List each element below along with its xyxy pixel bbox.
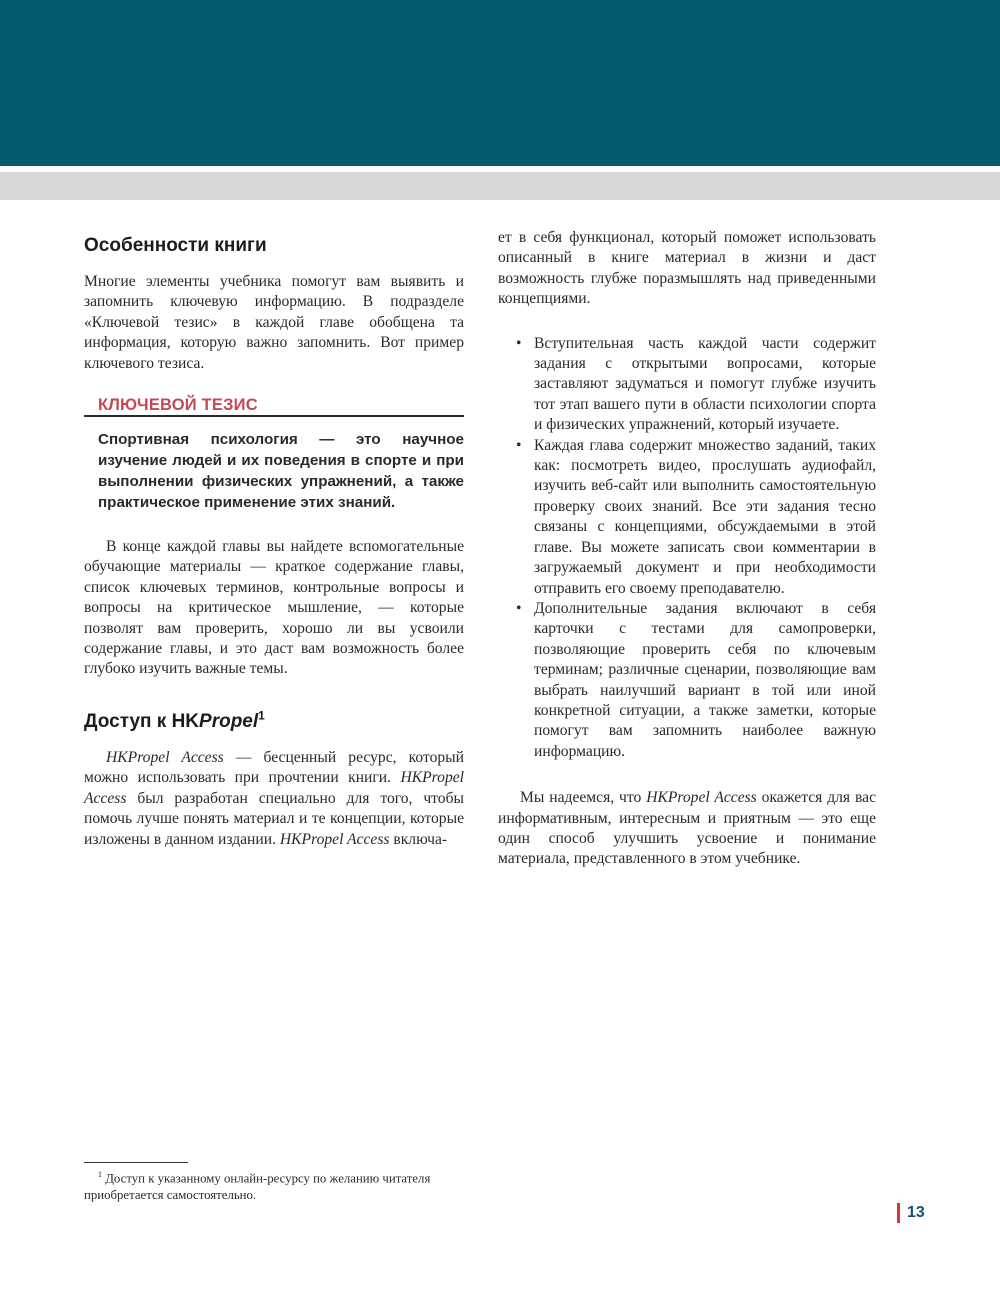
access-brand-1: HKPropel Access xyxy=(106,748,224,766)
closing-text-before: Мы надеемся, что xyxy=(520,789,647,807)
footnote xyxy=(84,1166,464,1204)
access-text-1: — бесценный ресурс, который можно использовать при прочтении книги. xyxy=(84,748,464,787)
key-thesis-box xyxy=(84,396,464,513)
closing-brand: HKPropel Access xyxy=(646,789,757,807)
access-brand-2: HKPropel Access xyxy=(84,769,464,807)
key-thesis-text: Спортивная психология — это научное изучение людей и их поведения в спорте и при выполнении физических упражнений, а также практическое применение этих знаний. xyxy=(98,431,464,512)
closing-paragraph xyxy=(498,788,876,870)
key-thesis-rule xyxy=(84,415,464,417)
footnote-text: Доступ к указанному онлайн-ресурсу по желанию читателя приобретается самостоятельно. xyxy=(84,1171,431,1203)
right-column xyxy=(498,228,876,870)
continuation-paragraph: ет в себя функционал, который поможет использовать описанный в книге материал в жизни и даст возможность глубже поразмышлять над приведенными концепциями. xyxy=(498,229,876,308)
header-band xyxy=(0,0,1000,166)
intro-paragraph: Многие элементы учебника помогут вам выявить и запомнить ключевую информацию. В подразделе «Ключевой тезис» в каждой главе обобщена та информация, которую важно запомнить. Вот пример ключевого тезиса. xyxy=(84,273,464,372)
features-list xyxy=(498,334,876,763)
list-item: • Каждая глава содержит множество заданий, таких как: посмотреть видео, прослушать аудиофайл, изучить веб-сайт или выполнить самостоятельную проверку своих знаний. Все эти задания тесно связаны с концепциями, обсуждаемыми в этой главе. Вы можете записать свои комментарии в загружаемый документ и при необходимости отправить его своему преподавателю. xyxy=(498,436,876,599)
access-text-3: включа- xyxy=(389,830,448,848)
footnote-ref: 1 xyxy=(258,708,265,723)
list-item: • Вступительная часть каждой части содержит задания с открытыми вопросами, которые заставляют задуматься и помогут глубже изучить тот этап вашего пути в области психологии спорта и физических упражнений, который изучаете. xyxy=(498,334,876,436)
header-gray-band xyxy=(0,172,1000,200)
access-paragraph xyxy=(84,748,464,850)
heading-access-prefix: Доступ к HK xyxy=(84,710,200,732)
access-text-2: был разработан специально для того, чтобы помочь лучше понять материал и те концепции, которые изложены в данном издании. xyxy=(84,789,464,848)
page-number-bar xyxy=(897,1203,900,1223)
closing-text-after: окажется для вас информативным, интересным и приятным — это еще один способ улучшить усвоение и понимание материала, представленного в этом учебнике. xyxy=(498,789,876,868)
list-item: • Дополнительные задания включают в себя карточки с тестами для самопроверки, позволяющие проверить себя по ключевым терминам; различные сценарии, позволяющие вам выбрать наилучший вариант в той или иной конкретной ситуации, а также заметки, которые помогут вам запомнить наиболее важную информацию. xyxy=(498,599,876,762)
section-heading-access xyxy=(84,710,464,734)
footnote-mark: 1 xyxy=(98,1170,102,1179)
access-brand-3: HKPropel Access xyxy=(279,830,390,848)
section-heading-features: Особенности книги xyxy=(84,235,267,256)
page-number: 13 xyxy=(907,1204,925,1221)
footnote-indent xyxy=(84,1171,98,1185)
heading-access-italic: Propel xyxy=(199,710,259,732)
key-thesis-title: КЛЮЧЕВОЙ ТЕЗИС xyxy=(98,396,258,415)
materials-paragraph: В конце каждой главы вы найдете вспомогательные обучающие материалы — краткое содержание главы, список ключевых терминов, контрольные вопросы и вопросы на критическое мышление, — которые позволят вам проверить, хорошо ли вы усвоили содержание главы, и это даст вам возможность более глубоко изучить важные темы. xyxy=(84,538,464,678)
left-column xyxy=(84,226,464,850)
footnote-rule xyxy=(84,1162,188,1163)
